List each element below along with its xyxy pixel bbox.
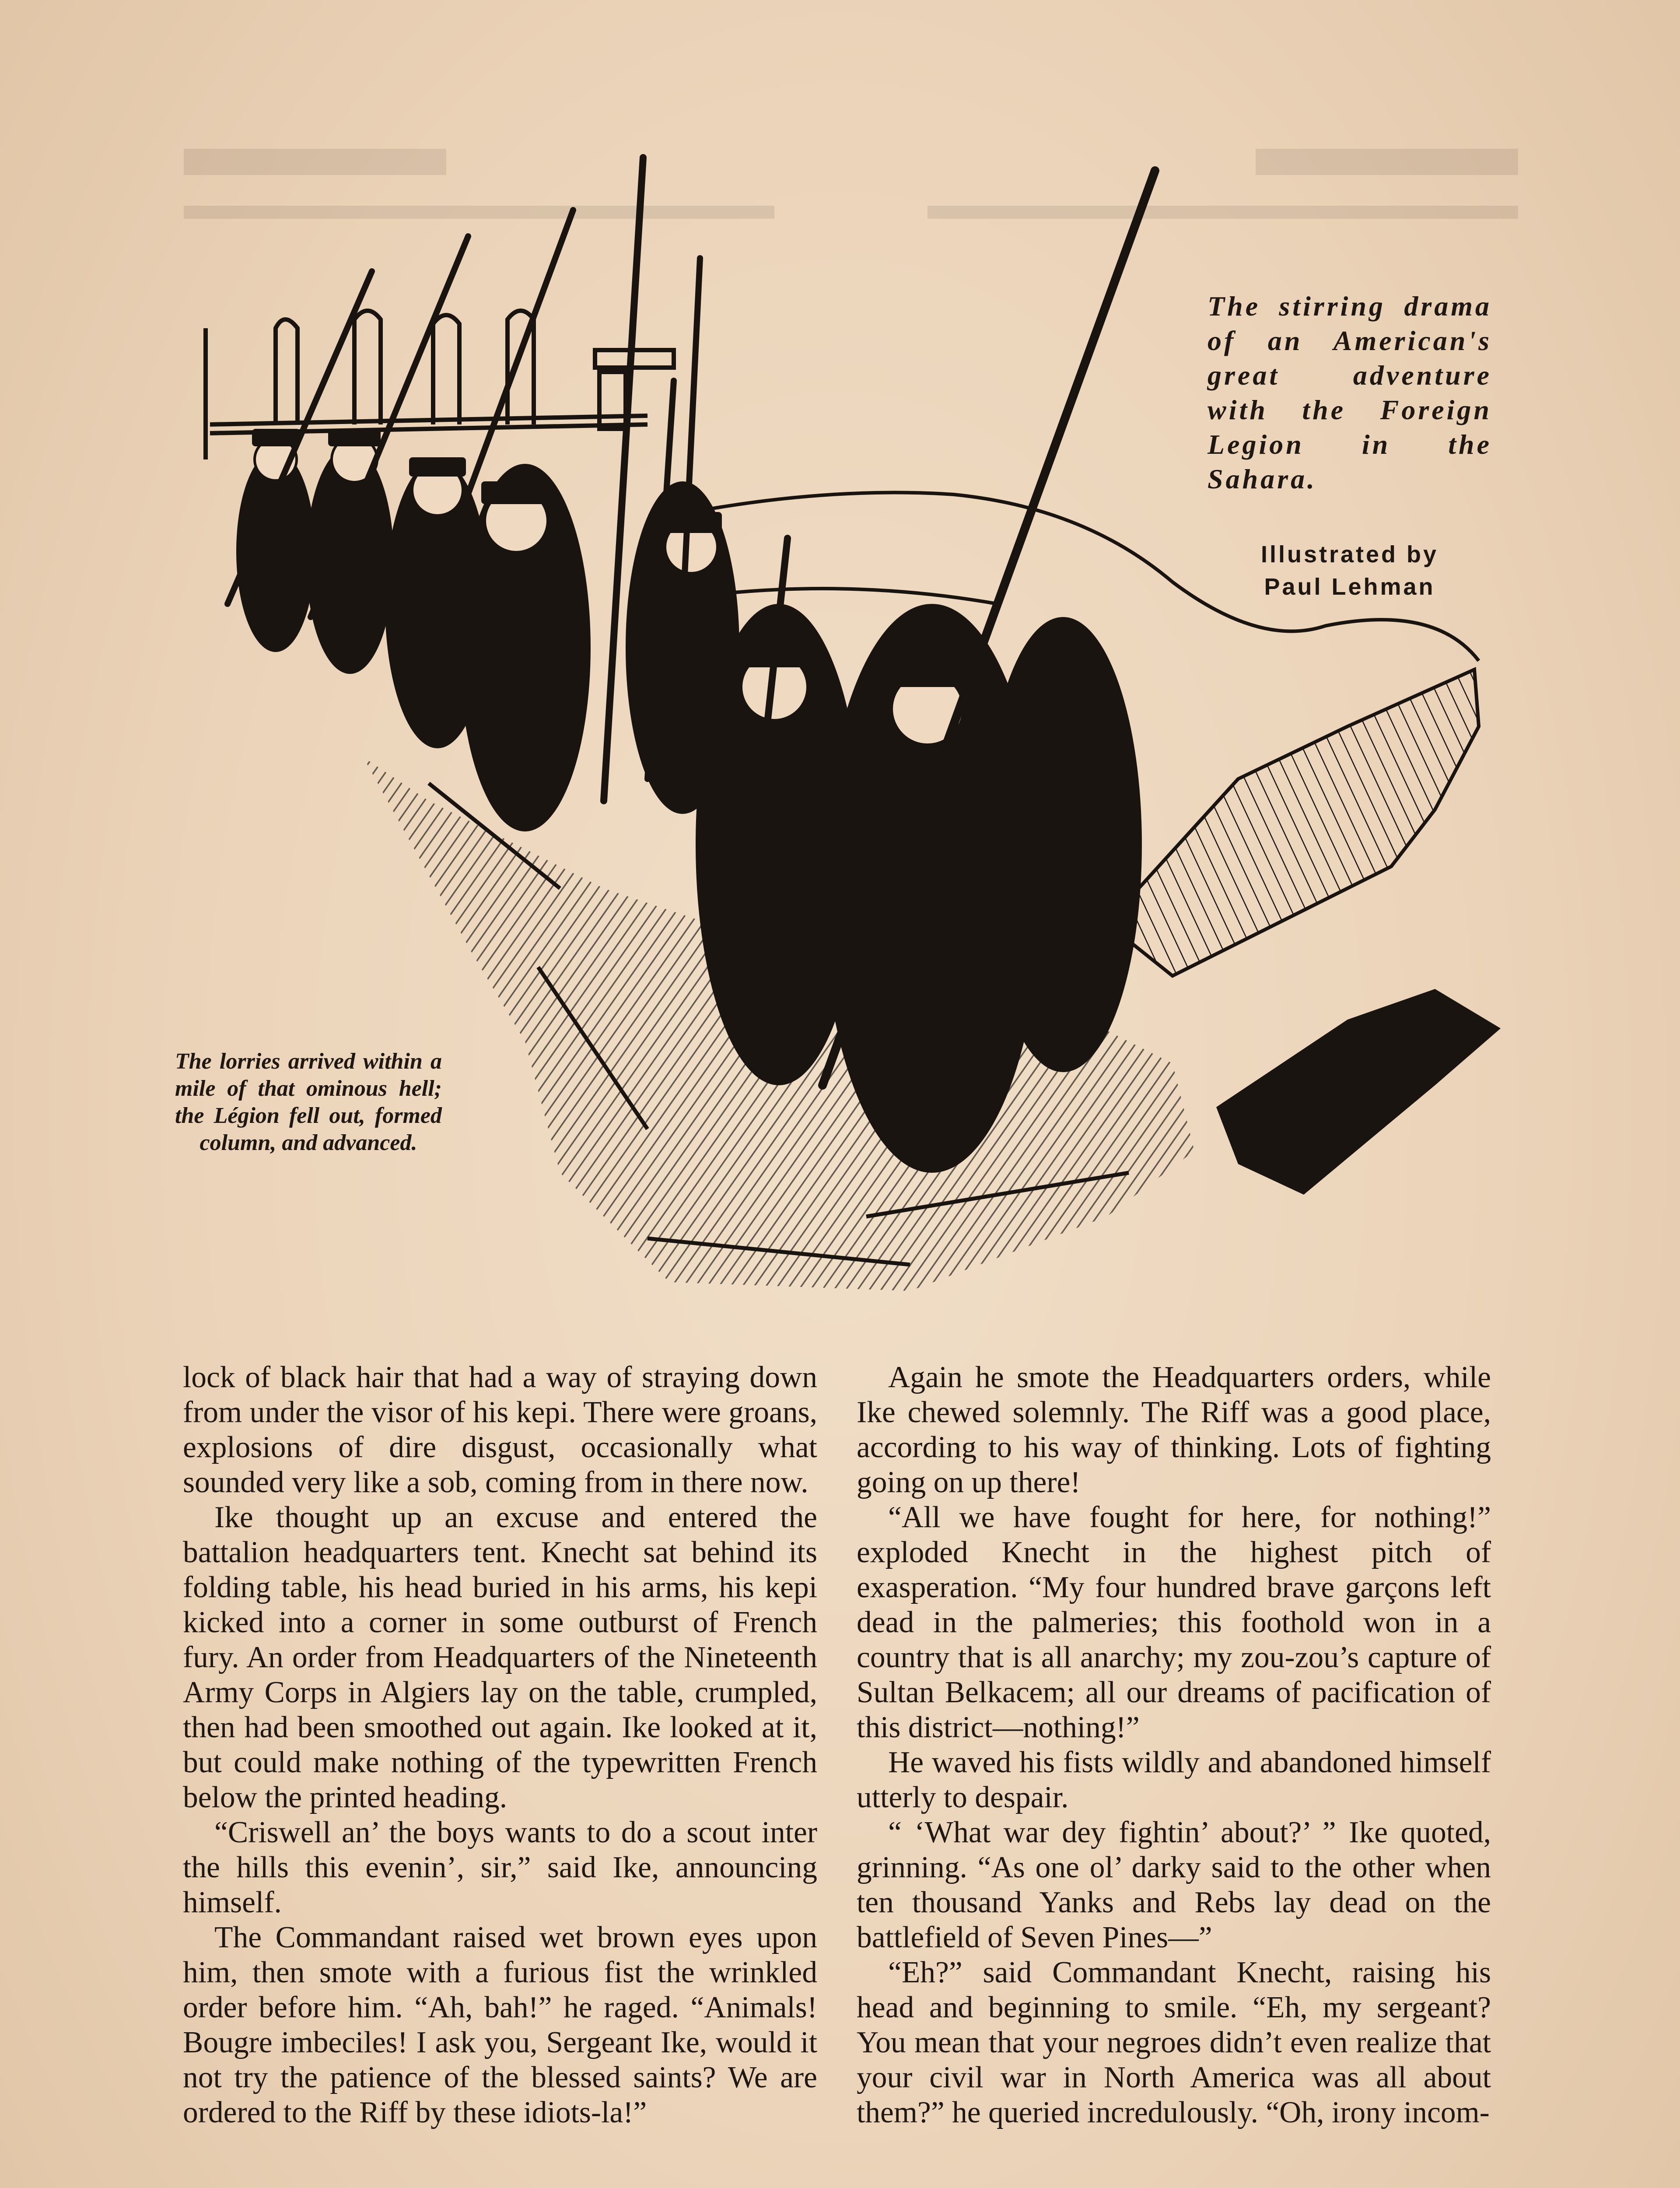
left-text-column — [183, 1360, 817, 2130]
paragraph: “Eh?” said Commandant Knecht, raising his head and beginning to smile. “Eh, my sergeant? You mean that your negroes didn’t even realize that your civil war in North America was all about them?” he queried incredulously. “Oh, irony incom- — [857, 1956, 1491, 2129]
illustration-caption: The lorries arrived within a mile of that ominous hell; the Légion fell out, formed column, and advanced. — [175, 1049, 442, 1155]
paragraph: Ike thought up an excuse and entered the battalion headquarters tent. Knecht sat behind its folding table, his head buried in his arms, his kepi kicked into a corner in some outburst of French fury. An order from Headquarters of the Nineteenth Army Corps in Algiers lay on the table, crumpled, then had been smoothed out again. Ike looked at it, but could make nothing of the typewritten French below the printed heading. — [183, 1501, 817, 1814]
rock — [1216, 989, 1501, 1195]
story-blurb: The stirring drama of an American's great adventure with the Foreign Legion in the Sahara. — [1208, 291, 1492, 494]
paragraph: Again he smote the Headquarters orders, while Ike chewed solemnly. The Riff was a good place, according to his way of thinking. Lots of fighting going on up there! — [857, 1360, 1491, 1499]
right-text-column — [857, 1360, 1491, 2130]
ridge — [1107, 670, 1479, 976]
credit-line-2: Paul Lehman — [1264, 574, 1435, 600]
paragraph: “ ‘What war dey fightin’ about?’ ” Ike quoted, grinning. “As one ol’ darky said to the other when ten thousand Yanks and Rebs lay dead on the battlefield of Seven Pines—” — [857, 1816, 1491, 1954]
paragraph: “Criswell an’ the boys wants to do a scout inter the hills this evenin’, sir,” said Ike, announcing himself. — [183, 1816, 817, 1919]
illustrator-credit — [1208, 538, 1492, 603]
paragraph: lock of black hair that had a way of straying down from under the visor of his kepi. There were groans, explosions of dire disgust, occasionally what sounded very like a sob, coming from in there now. — [183, 1360, 817, 1499]
paragraph: He waved his fists wildly and abandoned himself utterly to despair. — [857, 1746, 1491, 1814]
paragraph: “All we have fought for here, for nothing!” exploded Knecht in the highest pitch of exasperation. “My four hundred brave garçons left dead in the palmeries; this foothold won in a country that is all anarchy; my zou-zou’s capture of Sultan Belkacem; all our dreams of pacification of this district—nothing!” — [857, 1501, 1491, 1744]
credit-line-1: Illustrated by — [1260, 541, 1439, 568]
paragraph: The Commandant raised wet brown eyes upon him, then smote with a furious fist the wrinkled order before him. “Ah, bah!” he raged. “Animals! Bougre imbeciles! I ask you, Sergeant Ike, would it not try the patience of the blessed saints? We are ordered to the Riff by these idiots-la!” — [183, 1921, 817, 2129]
